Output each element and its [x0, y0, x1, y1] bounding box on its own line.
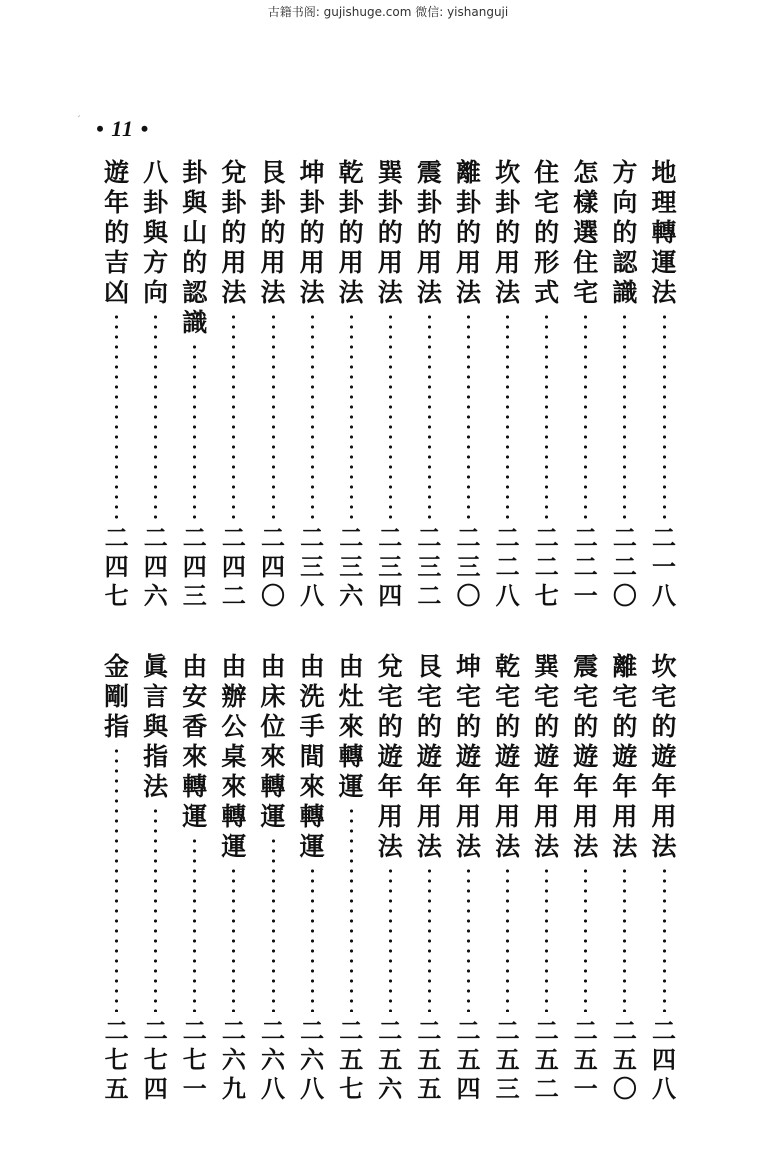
toc-entry-title: 住 宅 的 形 式	[534, 158, 560, 307]
toc-entry	[374, 158, 406, 610]
toc-entry-title: 震 卦 的 用 法	[416, 158, 442, 307]
dot-leader	[193, 342, 196, 519]
toc-entry	[453, 158, 485, 610]
dot-leader	[115, 312, 118, 519]
toc-entry	[179, 652, 211, 1103]
toc-entry-page: 二 二 八	[495, 523, 520, 610]
toc-entry-title: 由 辦 公 桌 來 轉 運	[221, 652, 247, 861]
toc-entry-page: 二 五 七	[339, 1016, 364, 1103]
dot-leader	[663, 866, 666, 1012]
toc-entry-title: 乾 卦 的 用 法	[338, 158, 364, 307]
toc-entry	[101, 652, 133, 1103]
dot-leader	[506, 866, 509, 1012]
toc-entry-title: 怎 樣 選 住 宅	[573, 158, 599, 307]
toc-entry-title: 金 剛 指	[104, 652, 130, 741]
toc-entry	[218, 158, 250, 610]
toc-entry-title: 坤 宅 的 遊 年 用 法	[455, 652, 481, 861]
dot-leader	[154, 312, 157, 519]
toc-entry-page: 二 一 八	[652, 523, 676, 610]
toc-entry-page: 二 二 七	[534, 523, 559, 610]
toc-entry-title: 坎 宅 的 遊 年 用 法	[651, 652, 677, 861]
toc-entry	[453, 652, 485, 1103]
dot-leader	[389, 312, 392, 519]
toc-entry	[609, 158, 641, 610]
toc-entry-title: 離 卦 的 用 法	[455, 158, 481, 307]
toc-entry	[413, 652, 445, 1103]
dot-leader	[232, 312, 235, 519]
toc-entry	[335, 158, 367, 610]
toc-entry-title: 離 宅 的 遊 年 用 法	[612, 652, 638, 861]
dot-leader	[428, 312, 431, 519]
toc-entry	[257, 158, 289, 610]
toc-entry-page: 二 三 四	[378, 523, 403, 610]
dot-leader	[584, 312, 587, 519]
toc-entry-page: 二 四 〇	[261, 523, 285, 610]
toc-entry	[374, 652, 406, 1103]
toc-entry	[335, 652, 367, 1103]
dot-leader	[506, 312, 509, 519]
toc-entry-title: 兌 宅 的 遊 年 用 法	[377, 652, 403, 861]
toc-entry-title: 八 卦 與 方 向	[143, 158, 169, 307]
dot-leader	[350, 806, 353, 1012]
dot-leader	[389, 866, 392, 1012]
toc-entry-page: 二 四 六	[143, 523, 168, 610]
toc-entry-title: 乾 宅 的 遊 年 用 法	[495, 652, 521, 861]
toc-entry-page: 二 五 一	[573, 1016, 598, 1103]
margin-mark: ′	[78, 115, 81, 126]
toc-entry-title: 地 理 轉 運 法	[651, 158, 677, 307]
toc-entry	[492, 652, 524, 1103]
toc-entry-page: 二 五 三	[495, 1016, 520, 1103]
toc-entry-page: 二 四 八	[652, 1016, 676, 1103]
toc-entry-title: 坎 卦 的 用 法	[495, 158, 521, 307]
toc-entry-page: 二 七 四	[143, 1016, 168, 1103]
toc-entry	[218, 652, 250, 1103]
toc-entry-page: 二 六 八	[300, 1016, 325, 1103]
toc-entry-page: 二 三 八	[300, 523, 325, 610]
dot-leader	[545, 312, 548, 519]
dot-leader	[623, 866, 626, 1012]
toc-entry	[101, 158, 133, 610]
toc-entry-title: 由 灶 來 轉 運	[338, 652, 364, 801]
dot-leader	[467, 312, 470, 519]
toc-entry-title: 艮 宅 的 遊 年 用 法	[416, 652, 442, 861]
dot-leader	[467, 866, 470, 1012]
toc-entry-page: 二 四 二	[221, 523, 246, 610]
toc-entry	[648, 652, 680, 1103]
dot-leader	[193, 836, 196, 1012]
toc-entry	[531, 158, 563, 610]
toc-entry-page: 二 五 五	[417, 1016, 442, 1103]
dot-leader	[272, 312, 275, 519]
dot-leader	[350, 312, 353, 519]
toc-entry	[492, 158, 524, 610]
toc-entry	[570, 158, 602, 610]
toc-entry-page: 二 五 六	[378, 1016, 403, 1103]
toc-entry-page: 二 三 〇	[456, 523, 481, 610]
dot-leader	[154, 806, 157, 1012]
watermark-text: 古籍书阁: gujishuge.com 微信: yishanguji	[267, 5, 509, 19]
toc-entry-page: 二 二 〇	[612, 523, 637, 610]
toc-entry-page: 二 五 四	[456, 1016, 481, 1103]
toc-entry-page: 二 四 七	[104, 523, 129, 610]
toc-entry-title: 遊 年 的 吉 凶	[104, 158, 130, 307]
dot-leader	[232, 866, 235, 1012]
page-number: • 11 •	[96, 116, 150, 141]
toc-entry	[296, 158, 328, 610]
toc-entry	[570, 652, 602, 1103]
toc-entry-title: 眞 言 與 指 法	[143, 652, 169, 801]
dot-leader	[623, 312, 626, 519]
toc-entry	[257, 652, 289, 1103]
toc-entry	[413, 158, 445, 610]
toc-entry-title: 巽 宅 的 遊 年 用 法	[534, 652, 560, 861]
dot-leader	[584, 866, 587, 1012]
toc-entry-page: 二 五 〇	[612, 1016, 637, 1103]
toc-entry-page: 二 三 六	[339, 523, 364, 610]
toc-entry	[648, 158, 680, 610]
toc-entry	[179, 158, 211, 610]
toc-entry-title: 卦 與 山 的 認 識	[182, 158, 208, 337]
dot-leader	[311, 866, 314, 1012]
toc-entry-title: 由 洗 手 間 來 轉 運	[299, 652, 325, 861]
toc-entry-title: 巽 卦 的 用 法	[377, 158, 403, 307]
dot-leader	[311, 312, 314, 519]
toc-entry-page: 二 六 八	[261, 1016, 285, 1103]
toc-entry-title: 兌 卦 的 用 法	[221, 158, 247, 307]
dot-leader	[115, 746, 118, 1012]
toc-entry-title: 由 安 香 來 轉 運	[182, 652, 208, 831]
toc-entry-title: 震 宅 的 遊 年 用 法	[573, 652, 599, 861]
toc-entry-page: 二 七 一	[182, 1016, 207, 1103]
toc-entry	[609, 652, 641, 1103]
toc-entry-title: 艮 卦 的 用 法	[260, 158, 286, 307]
toc-entry	[531, 652, 563, 1103]
dot-leader	[663, 312, 666, 519]
dot-leader	[545, 866, 548, 1012]
toc-entry-page: 二 五 二	[534, 1016, 559, 1103]
toc-entry	[140, 652, 172, 1103]
toc-entry-title: 方 向 的 認 識	[612, 158, 638, 307]
toc-entry	[140, 158, 172, 610]
dot-leader	[272, 836, 275, 1012]
toc-entry-title: 坤 卦 的 用 法	[299, 158, 325, 307]
toc-entry-page: 二 四 三	[182, 523, 207, 610]
toc-entry-page: 二 六 九	[221, 1016, 246, 1103]
toc-entry-title: 由 床 位 來 轉 運	[260, 652, 286, 831]
toc-entry-page: 二 二 一	[573, 523, 598, 610]
dot-leader	[428, 866, 431, 1012]
toc-entry-page: 二 七 五	[104, 1016, 129, 1103]
toc-entry	[296, 652, 328, 1103]
toc-entry-page: 二 三 二	[417, 523, 442, 610]
